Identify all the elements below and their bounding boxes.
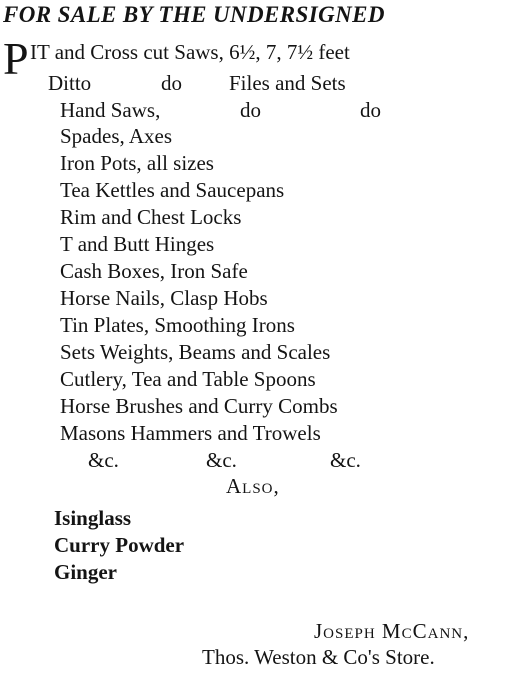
item-pit-saws: IT and Cross cut Saws, 6½, 7, 7½ feet [30, 40, 350, 64]
signature-place: Thos. Weston & Co's Store. [202, 645, 435, 669]
list-item: Spades, Axes [60, 124, 172, 148]
heading: FOR SALE BY THE UNDERSIGNED [3, 2, 385, 27]
ditto-col3: Files and Sets [229, 71, 346, 95]
hand-saws-col3: do [360, 98, 381, 122]
also-label: Also, [226, 474, 280, 498]
ditto-col1: Ditto [48, 71, 92, 95]
list-item: T and Butt Hinges [60, 232, 215, 256]
list-item: Horse Nails, Clasp Hobs [60, 286, 268, 310]
ditto-line [48, 71, 346, 95]
hand-saws-col1: Hand Saws, [60, 98, 161, 122]
list-item: Cash Boxes, Iron Safe [60, 259, 248, 283]
extra-item: Ginger [54, 560, 117, 584]
list-item: Masons Hammers and Trowels [60, 421, 321, 445]
list-item: Iron Pots, all sizes [60, 151, 214, 175]
list-item: Sets Weights, Beams and Scales [60, 340, 331, 364]
signature-name: Joseph McCann, [314, 619, 470, 643]
etc-3: &c. [330, 448, 361, 472]
extra-item: Isinglass [54, 506, 132, 530]
list-item: Horse Brushes and Curry Combs [60, 394, 338, 418]
hand-saws-line [60, 98, 381, 122]
list-item: Cutlery, Tea and Table Spoons [60, 367, 316, 391]
etc-2: &c. [206, 448, 237, 472]
list-item: Rim and Chest Locks [60, 205, 242, 229]
ditto-col2: do [161, 71, 182, 95]
list-item: Tea Kettles and Saucepans [60, 178, 285, 202]
etc-1: &c. [88, 448, 119, 472]
etc-line [88, 448, 361, 472]
hand-saws-col2: do [240, 98, 261, 122]
extra-item: Curry Powder [54, 533, 185, 557]
drop-cap: P [3, 33, 29, 84]
list-item: Tin Plates, Smoothing Irons [60, 313, 295, 337]
